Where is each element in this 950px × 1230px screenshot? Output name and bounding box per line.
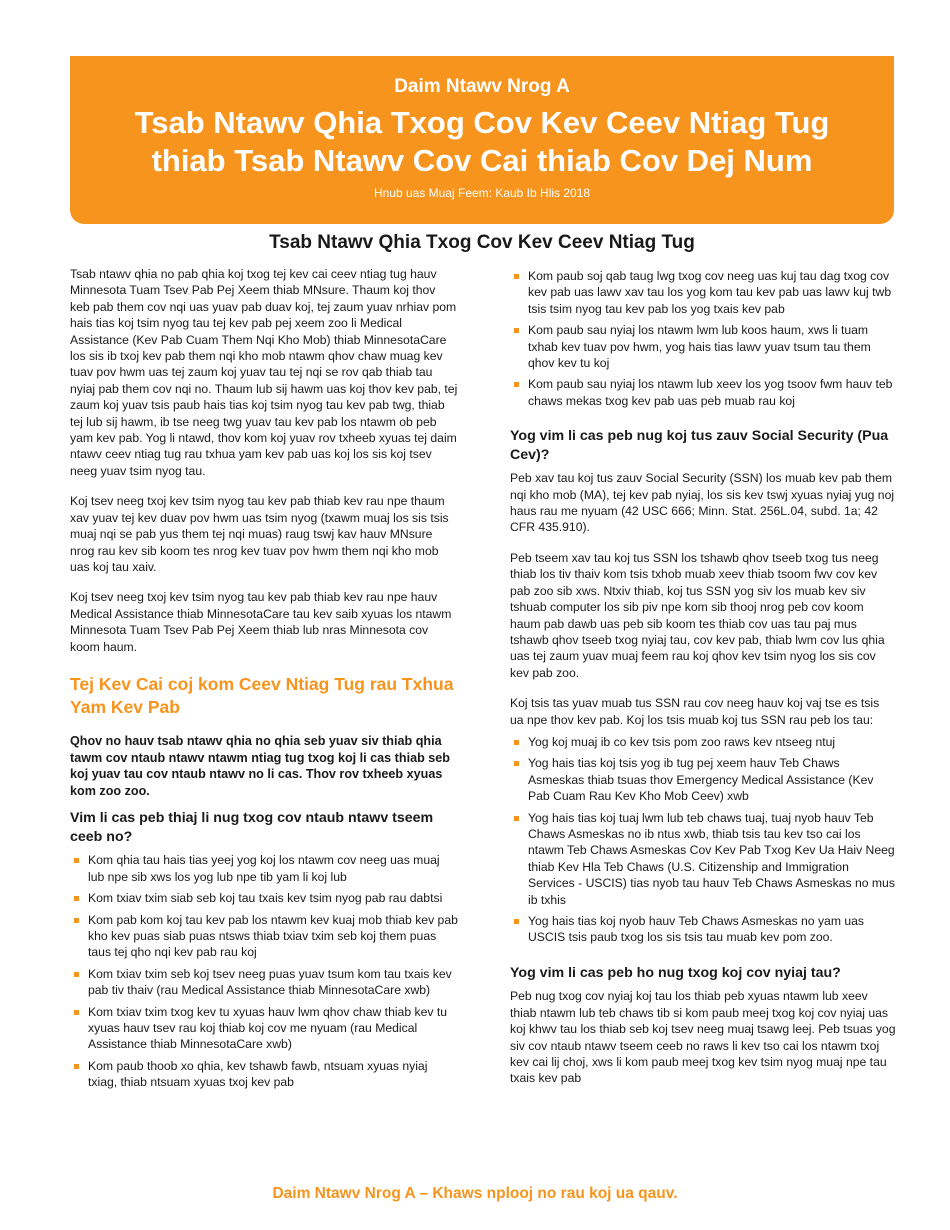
- list-item: [70, 1058, 458, 1091]
- section-title: Tsab Ntawv Qhia Txog Cov Kev Ceev Ntiag Tug: [269, 232, 695, 253]
- bullet-icon: [74, 972, 79, 977]
- bullet-icon: [74, 1010, 79, 1015]
- list-item-text: Kom txiav txim siab seb koj tau txais kev tsim nyog pab rau dabtsi: [88, 891, 443, 906]
- paragraph: Koj tsis tas yuav muab tus SSN rau cov neeg hauv koj vaj tse es tsis ua npe thov kev pab. Koj los tsis muab koj tus SSN rau peb los tau:: [510, 696, 880, 727]
- list-item-text: Kom pab kom koj tau kev pab los ntawm kev kuaj mob thiab kev pab kho kev puas siab puas ntsws thiab txiav txim seb koj them puas taus tej qho nqi kev pab rau koj: [88, 912, 458, 960]
- subheading: Vim li cas peb thiaj li nug txog cov ntaub ntawv tseem ceeb no?: [70, 810, 434, 845]
- list-item: [70, 1004, 458, 1053]
- list-item: [70, 912, 458, 961]
- list-item: [510, 322, 896, 371]
- bullet-icon: [74, 858, 79, 863]
- subheading-income: Yog vim li cas peb ho nug txog koj cov nyiaj tau?: [510, 964, 841, 981]
- list-item: [510, 376, 896, 409]
- list-item: [510, 913, 896, 946]
- bullet-list: [70, 852, 458, 1090]
- list-item-text: Kom txiav txim txog kev tu xyuas hauv lwm qhov chaw thiab kev tu xyuas hauv tsev rau koj thiab koj cov me nyuam (rau Medical Assistance thiab MinnesotaCare xwb): [88, 1004, 448, 1052]
- list-item: [70, 890, 458, 906]
- section-heading: Tej Kev Cai coj kom Ceev Ntiag Tug rau Txhua Yam Kev Pab: [70, 673, 454, 717]
- paragraph: Peb xav tau koj tus zauv Social Security (SSN) los muab kev pab them nqi kho mob (MA), tej kev pab nyiaj, los sis kev tswj xyuas nyiaj yug noj haus rau me nyuam (42 USC 666; Minn. Stat. 256L.04, subd. 1a; 42 CFR 435.910).: [510, 471, 895, 535]
- list-item: [510, 734, 896, 750]
- list-item-text: Yog koj muaj ib co kev tsis pom zoo raws kev ntseeg ntuj: [528, 734, 836, 749]
- paragraph: Peb nug txog cov nyiaj koj tau los thiab peb xyuas ntawm lub xeev thiab ntawm lub teb chaws tib si kom paub meej txog koj cov nyiaj uas koj khwv tau los thiab seb koj tsev neeg muaj tsawg leej. Peb tsuas yog siv cov ntaub ntawv tseem ceeb no raws li kev tso cai los ntawm txoj kev cai lij choj, xws li kom paub meej txog kev tsim nyog muaj npe tau txais kev pab: [510, 989, 896, 1086]
- bullet-icon: [514, 919, 519, 924]
- list-item-text: Kom paub soj qab taug lwg txog cov neeg uas kuj tau dag txog cov kev pab uas lawv xav tau los yog kom tau kev pab uas lawv kuj twb tsis tsim nyog tau kev pab los yog txais kev pab: [528, 269, 892, 316]
- bullet-icon: [514, 740, 519, 745]
- subheading-ssn: Yog vim li cas peb nug koj tus zauv Social Security (Pua Cev)?: [510, 428, 889, 463]
- bullet-icon: [514, 761, 519, 766]
- document-title: [70, 104, 894, 180]
- right-column: [510, 268, 896, 1101]
- bullet-icon: [74, 896, 79, 901]
- bullet-icon: [514, 816, 519, 821]
- paragraph: Koj tsev neeg txoj kev tsim nyog tau kev pab thiab kev rau npe thaum xav yuav tej kev duav pov hwm uas tsim nyog (txawm muaj los sis tsis muaj nqi se pab yus them tej nqi muas) raug tswj kav hauv MNsure nrog rau kev sib koom tes nrog kev tuav pov hwm them nqi kho mob uas koj tau xaiv.: [70, 494, 449, 574]
- list-item-text: Kom paub sau nyiaj los ntawm lwm lub koos haum, xws li tuam txhab kev tuav pov hwm, yog hais tias lawv yuav tsum tau them qhov kev tu koj: [528, 323, 871, 371]
- list-item: [510, 755, 896, 804]
- bullet-icon: [514, 382, 519, 387]
- left-column: [70, 266, 458, 1103]
- bullet-list: [510, 268, 896, 409]
- list-item: [510, 268, 896, 317]
- list-item: [70, 852, 458, 885]
- header-banner: [70, 56, 894, 224]
- bullet-icon: [514, 274, 519, 279]
- list-item: [70, 966, 458, 999]
- bullet-icon: [514, 328, 519, 333]
- intro-bold-paragraph: Qhov no hauv tsab ntawv qhia no qhia seb yuav siv thiab qhia tawm cov ntaub ntawv ntawm ntiag tug txog koj li cas thiab seb koj yuav tau cov ntaub ntawv no li cas. Thov rov txheeb xyuas kom zoo zoo.: [70, 733, 450, 798]
- list-item-text: Kom qhia tau hais tias yeej yog koj los ntawm cov neeg uas muaj lub npe sib xws los yog lub npe tib yam li koj lub: [88, 853, 440, 884]
- title-line-2: thiab Tsab Ntawv Cov Cai thiab Cov Dej Num: [151, 143, 813, 178]
- effective-date: Hnub uas Muaj Feem: Kaub Ib Hlis 2018: [373, 186, 591, 200]
- list-item: [510, 810, 896, 908]
- header-kicker: Daim Ntawv Nrog A: [394, 76, 570, 97]
- list-item-text: Kom paub sau nyiaj los ntawm lub xeev los yog tsoov fwm hauv teb chaws mekas txog kev pab uas peb muab rau koj: [528, 377, 893, 408]
- page-footer: Daim Ntawv Nrog A – Khaws nplooj no rau koj ua qauv.: [272, 1185, 678, 1202]
- list-item-text: Yog hais tias koj tuaj lwm lub teb chaws tuaj, tuaj nyob hauv Teb Chaws Asmeskas no ib ntus xwb, thiab tsis tau kev tso cai los ntawm Teb Chaws Asmeskas Cov Kev Pab Txog Kev Ua Haiv Neeg thiab Kev Hla Teb Chaws (U.S. Citizenship and Immigration Services - USCIS) tias nyob tau hauv Teb Chaws Asmeskas no mus ib txhis: [528, 810, 895, 907]
- bullet-list: [510, 734, 896, 946]
- list-item-text: Kom txiav txim seb koj tsev neeg puas yuav tsum kom tau txais kev pab tiv thaiv (rau Medical Assistance thiab MinnesotaCare xwb): [88, 966, 452, 998]
- list-item-text: Yog hais tias koj tsis yog ib tug pej xeem hauv Teb Chaws Asmeskas thiab tsuas thov Emergency Medical Assistance (Kev Pab Cuam Rau Kev Kho Mob Ceev) xwb: [528, 756, 874, 804]
- title-line-1: Tsab Ntawv Qhia Txog Cov Kev Ceev Ntiag Tug: [134, 105, 830, 140]
- bullet-icon: [74, 918, 79, 923]
- list-item-text: Yog hais tias koj nyob hauv Teb Chaws Asmeskas no yam uas USCIS tsis paub txog los sis tsis tau muab kev pom zoo.: [528, 914, 865, 945]
- bullet-icon: [74, 1064, 79, 1069]
- paragraph: Koj tsev neeg txoj kev tsim nyog tau kev pab thiab kev rau npe hauv Medical Assistance thiab MinnesotaCare tau kev saib xyuas los ntawm Minnesota Tuam Tsev Pab Pej Xeem thiab lub nras Minnesota cov koom haum.: [70, 590, 452, 654]
- paragraph: Peb tseem xav tau koj tus SSN los tshawb qhov tseeb txog tus neeg thiab los tiv thaiv kom tsis txhob muab xeev thiab tsoom fwv cov kev pab zoo sib xws. Ntxiv thiab, koj tus SSN yog siv los muab kev siv tshuab computer los sib piv npe kom sib thooj nrog peb cov koom haum pab dawb uas peb sib koom tes thiab cov uas tau paj mus tshawb qhov tseeb txog nyiaj tau, cov kev pab, thiab lwm cov lus qhia uas tej zaum yuav muaj feem rau koj qhov kev tsim nyog los sis cov kev pab zoo.: [510, 550, 885, 680]
- paragraph: Tsab ntawv qhia no pab qhia koj txog tej kev cai ceev ntiag tug hauv Minnesota Tuam Tsev Pab Pej Xeem thiab MNsure. Thaum koj thov keb pab them cov nqi uas yuav pab duav koj, tej zaum yuav nrhiav pom hais tias koj tsim nyog tau tej kev pab pej xeem zoo li Medical Assistance (Kev Pab Cuam Them Nqi Kho Mob) thiab MinnesotaCare los sis ib txoj kev pab them nqi kho mob ntawm qhov chaw muag kev tuav pov hwm uas tej zaum koj yuav tau tej nqi se rov qab thiab tau nyiaj pab them cov nqi no. Thaum lub sij hawm uas koj thov kev pab, tej zaum koj yuav tsis paub hais tias koj tsim nyog tau kev pab twg, thiab tej lub sij hawm, ib tse neeg twg yuav tau kev pab los ntawm ob peb yam kev pab. Yog li ntawd, thov kom koj yuav rov txheeb xyuas tej daim ntawv ceev ntiag tug rau txhua yam kev pab uas koj los sis koj tsev neeg yuav tsim nyog tau.: [70, 267, 458, 478]
- list-item-text: Kom paub thoob xo qhia, kev tshawb fawb, ntsuam xyuas nyiaj txiag, thiab ntsuam xyuas txoj kev pab: [88, 1058, 428, 1090]
